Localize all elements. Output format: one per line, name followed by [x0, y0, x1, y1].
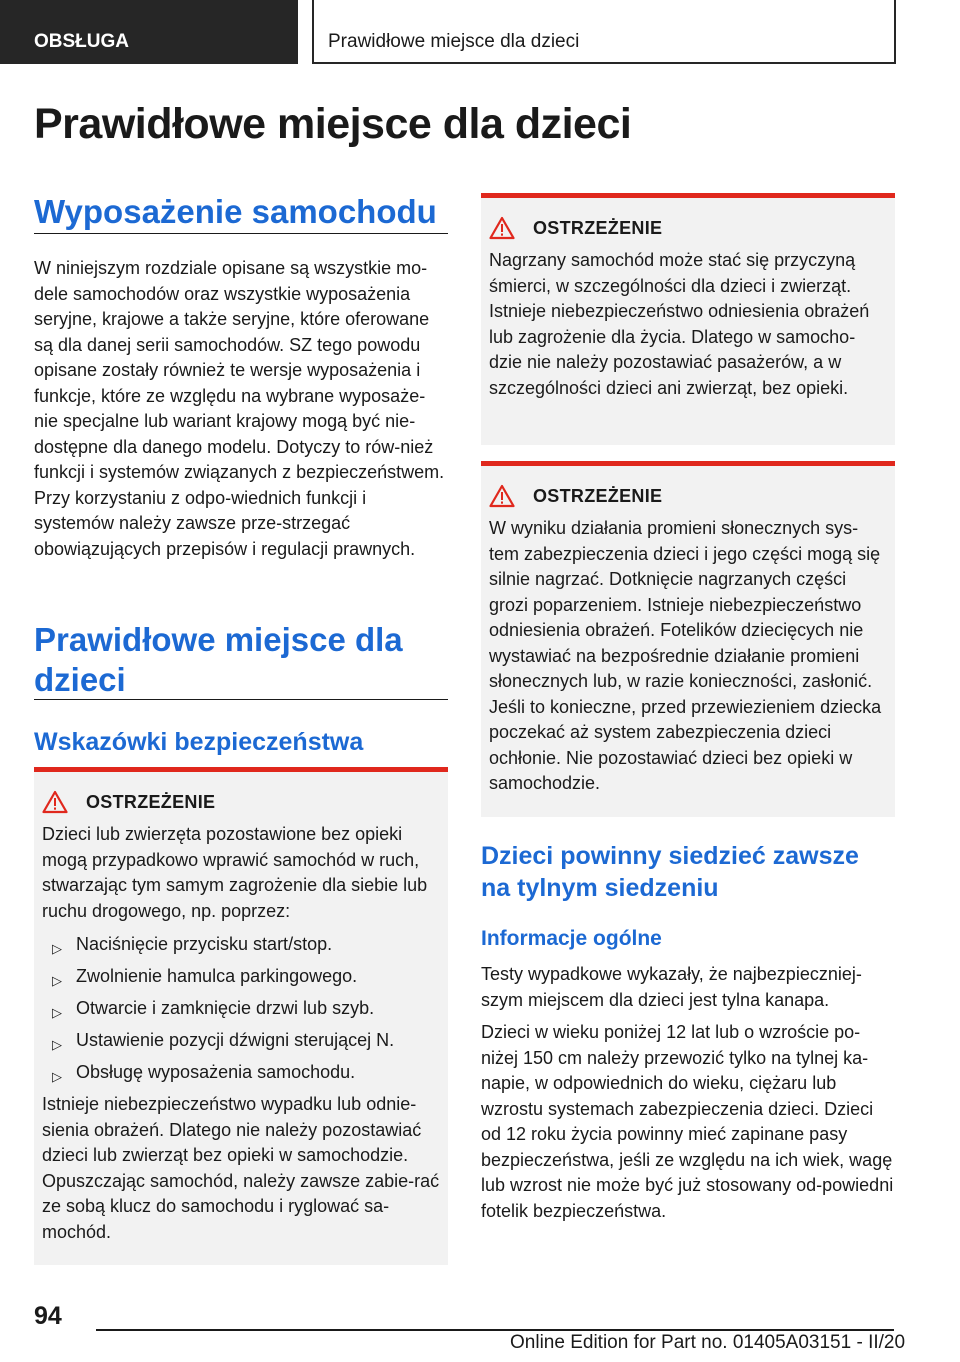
triangle-bullet-icon: ▷ [52, 973, 62, 988]
warning-header [489, 482, 887, 510]
paragraph-equipment: W niniejszym rozdziale opisane są wszystkie mo-dele samochodów oraz wszystkie wyposażenia seryjne, krajowe a także seryjne, które oferowane są dla danej serii samochodów. SZ tego powodu opisane zostały również te wersje wyposażenia i funkcje, które ze względu na wybrane wyposaże-nie specjalne lub wariant krajowy mogą być nie-dostępne dla danego modelu. Dotyczy to rów-nież funkcji i systemów związanych z bezpieczeństwem. Przy korzystaniu z odpo-wiednich funkcji i systemów należy zawsze prze-strzegać obowiązujących przepisów i regulacji prawnych. [34, 258, 445, 559]
list-item-text: Zwolnienie hamulca parkingowego. [76, 966, 358, 986]
triangle-bullet-icon: ▷ [52, 941, 62, 956]
warning-box [481, 461, 895, 817]
list-item-text: Naciśnięcie przycisku start/stop. [76, 934, 333, 954]
list-item-text: Otwarcie i zamknięcie drzwi lub szyb. [76, 998, 375, 1018]
triangle-bullet-icon: ▷ [52, 1037, 62, 1052]
list-item [42, 996, 440, 1021]
heading-safety-notes: Wskazówki bezpieczeństwa [34, 728, 364, 756]
warning-triangle-icon [489, 484, 515, 508]
warning-triangle-icon [42, 790, 68, 814]
warning-text: Nagrzany samochód może stać się przyczyną śmierci, w szczególności dla dzieci i zwierząt. Istnieje niebezpieczeństwo odniesienia obrażeń lub zagrożenie dla życia. Dlatego w samocho-dzie nie należy pozostawiać pasażerów, a w szczególności dzieci ani zwierząt, bez opieki. [489, 250, 870, 398]
heading-rule [34, 699, 448, 700]
paragraph-general-1: Testy wypadkowe wykazały, że najbezpieczniej-szym miejscem dla dzieci jest tylna kanapa. [481, 964, 862, 1010]
warning-box [481, 193, 895, 445]
footer-edition: Online Edition for Part no. 01405A03151 - II/20 [510, 1332, 906, 1353]
heading-general-info: Informacje ogólne [481, 927, 662, 950]
heading-equipment: Wyposażenie samochodu [34, 193, 437, 230]
list-item [42, 932, 440, 957]
section-tab: OBSŁUGA [0, 0, 298, 64]
warning-text: W wyniku działania promieni słonecznych sys-tem zabezpieczenia dzieci i jego części mogą się silnie nagrzać. Dotknięcie nagrzanych części grozi poparzeniem. Istnieje niebezpieczeństwo odniesienia obrażeń. Fotelików dziecięcych nie wystawiać na bezpośrednie działanie promieni słonecznych lub, w razie konieczności, zasłonić. Jeśli to konieczne, przed przewiezieniem dziecka poczekać aż system zabezpieczenia dzieci ochłonie. Nie pozostawiać dzieci bez opieki w samochodzie. [489, 518, 882, 793]
footer-rule [96, 1329, 894, 1331]
heading-child-place: Prawidłowe miejsce dla dzieci [34, 621, 403, 698]
heading-rule [34, 233, 448, 234]
warning-label: OSTRZEŻENIE [533, 217, 663, 238]
triangle-bullet-icon: ▷ [52, 1005, 62, 1020]
list-item-text: Ustawienie pozycji dźwigni sterującej N. [76, 1030, 395, 1050]
warning-header [42, 788, 440, 816]
list-item [42, 964, 440, 989]
list-item-text: Obsługę wyposażenia samochodu. [76, 1062, 356, 1082]
heading-rear-seat: Dzieci powinny siedzieć zawsze na tylnym siedzeniu [481, 842, 859, 902]
page-number: 94 [34, 1302, 62, 1330]
warning-triangle-icon [489, 216, 515, 240]
triangle-bullet-icon: ▷ [52, 1069, 62, 1084]
list-item [42, 1028, 440, 1053]
page-title: Prawidłowe miejsce dla dzieci [34, 100, 632, 148]
warning-header [489, 214, 887, 242]
running-header-title: Prawidłowe miejsce dla dzieci [312, 0, 896, 64]
warning-label: OSTRZEŻENIE [533, 485, 663, 506]
paragraph-general-2: Dzieci w wieku poniżej 12 lat lub o wzroście po-niżej 150 cm należy przewozić tylko na tylnej ka-napie, w odpowiednich do wieku, ciężaru lub wzrostu systemach zabezpieczenia dzieci. Dzieci od 12 roku życia powinny mieć zapinane pasy bezpieczeństwa, jeśli ze względu na ich wiek, wagę lub wzrost nie może być już stosowany od-powiedni fotelik bezpieczeństwa. [481, 1022, 894, 1221]
warning-outro: Istnieje niebezpieczeństwo wypadku lub odnie-sienia obrażeń. Dlatego nie należy pozostawiać dzieci lub zwierząt bez opieki w samochodzie. Opuszczając samochód, należy zawsze zabie-rać ze sobą klucz do samochodu i ryglować sa-mochód. [42, 1094, 440, 1242]
warning-intro: Dzieci lub zwierzęta pozostawione bez opieki mogą przypadkowo wprawić samochód w ruch, stwarzając tym samym zagrożenie dla siebie lub ruchu drogowego, np. poprzez: [42, 824, 428, 921]
list-item [42, 1060, 440, 1085]
warning-list [42, 932, 440, 1085]
warning-box [34, 767, 448, 1265]
warning-label: OSTRZEŻENIE [86, 791, 216, 812]
